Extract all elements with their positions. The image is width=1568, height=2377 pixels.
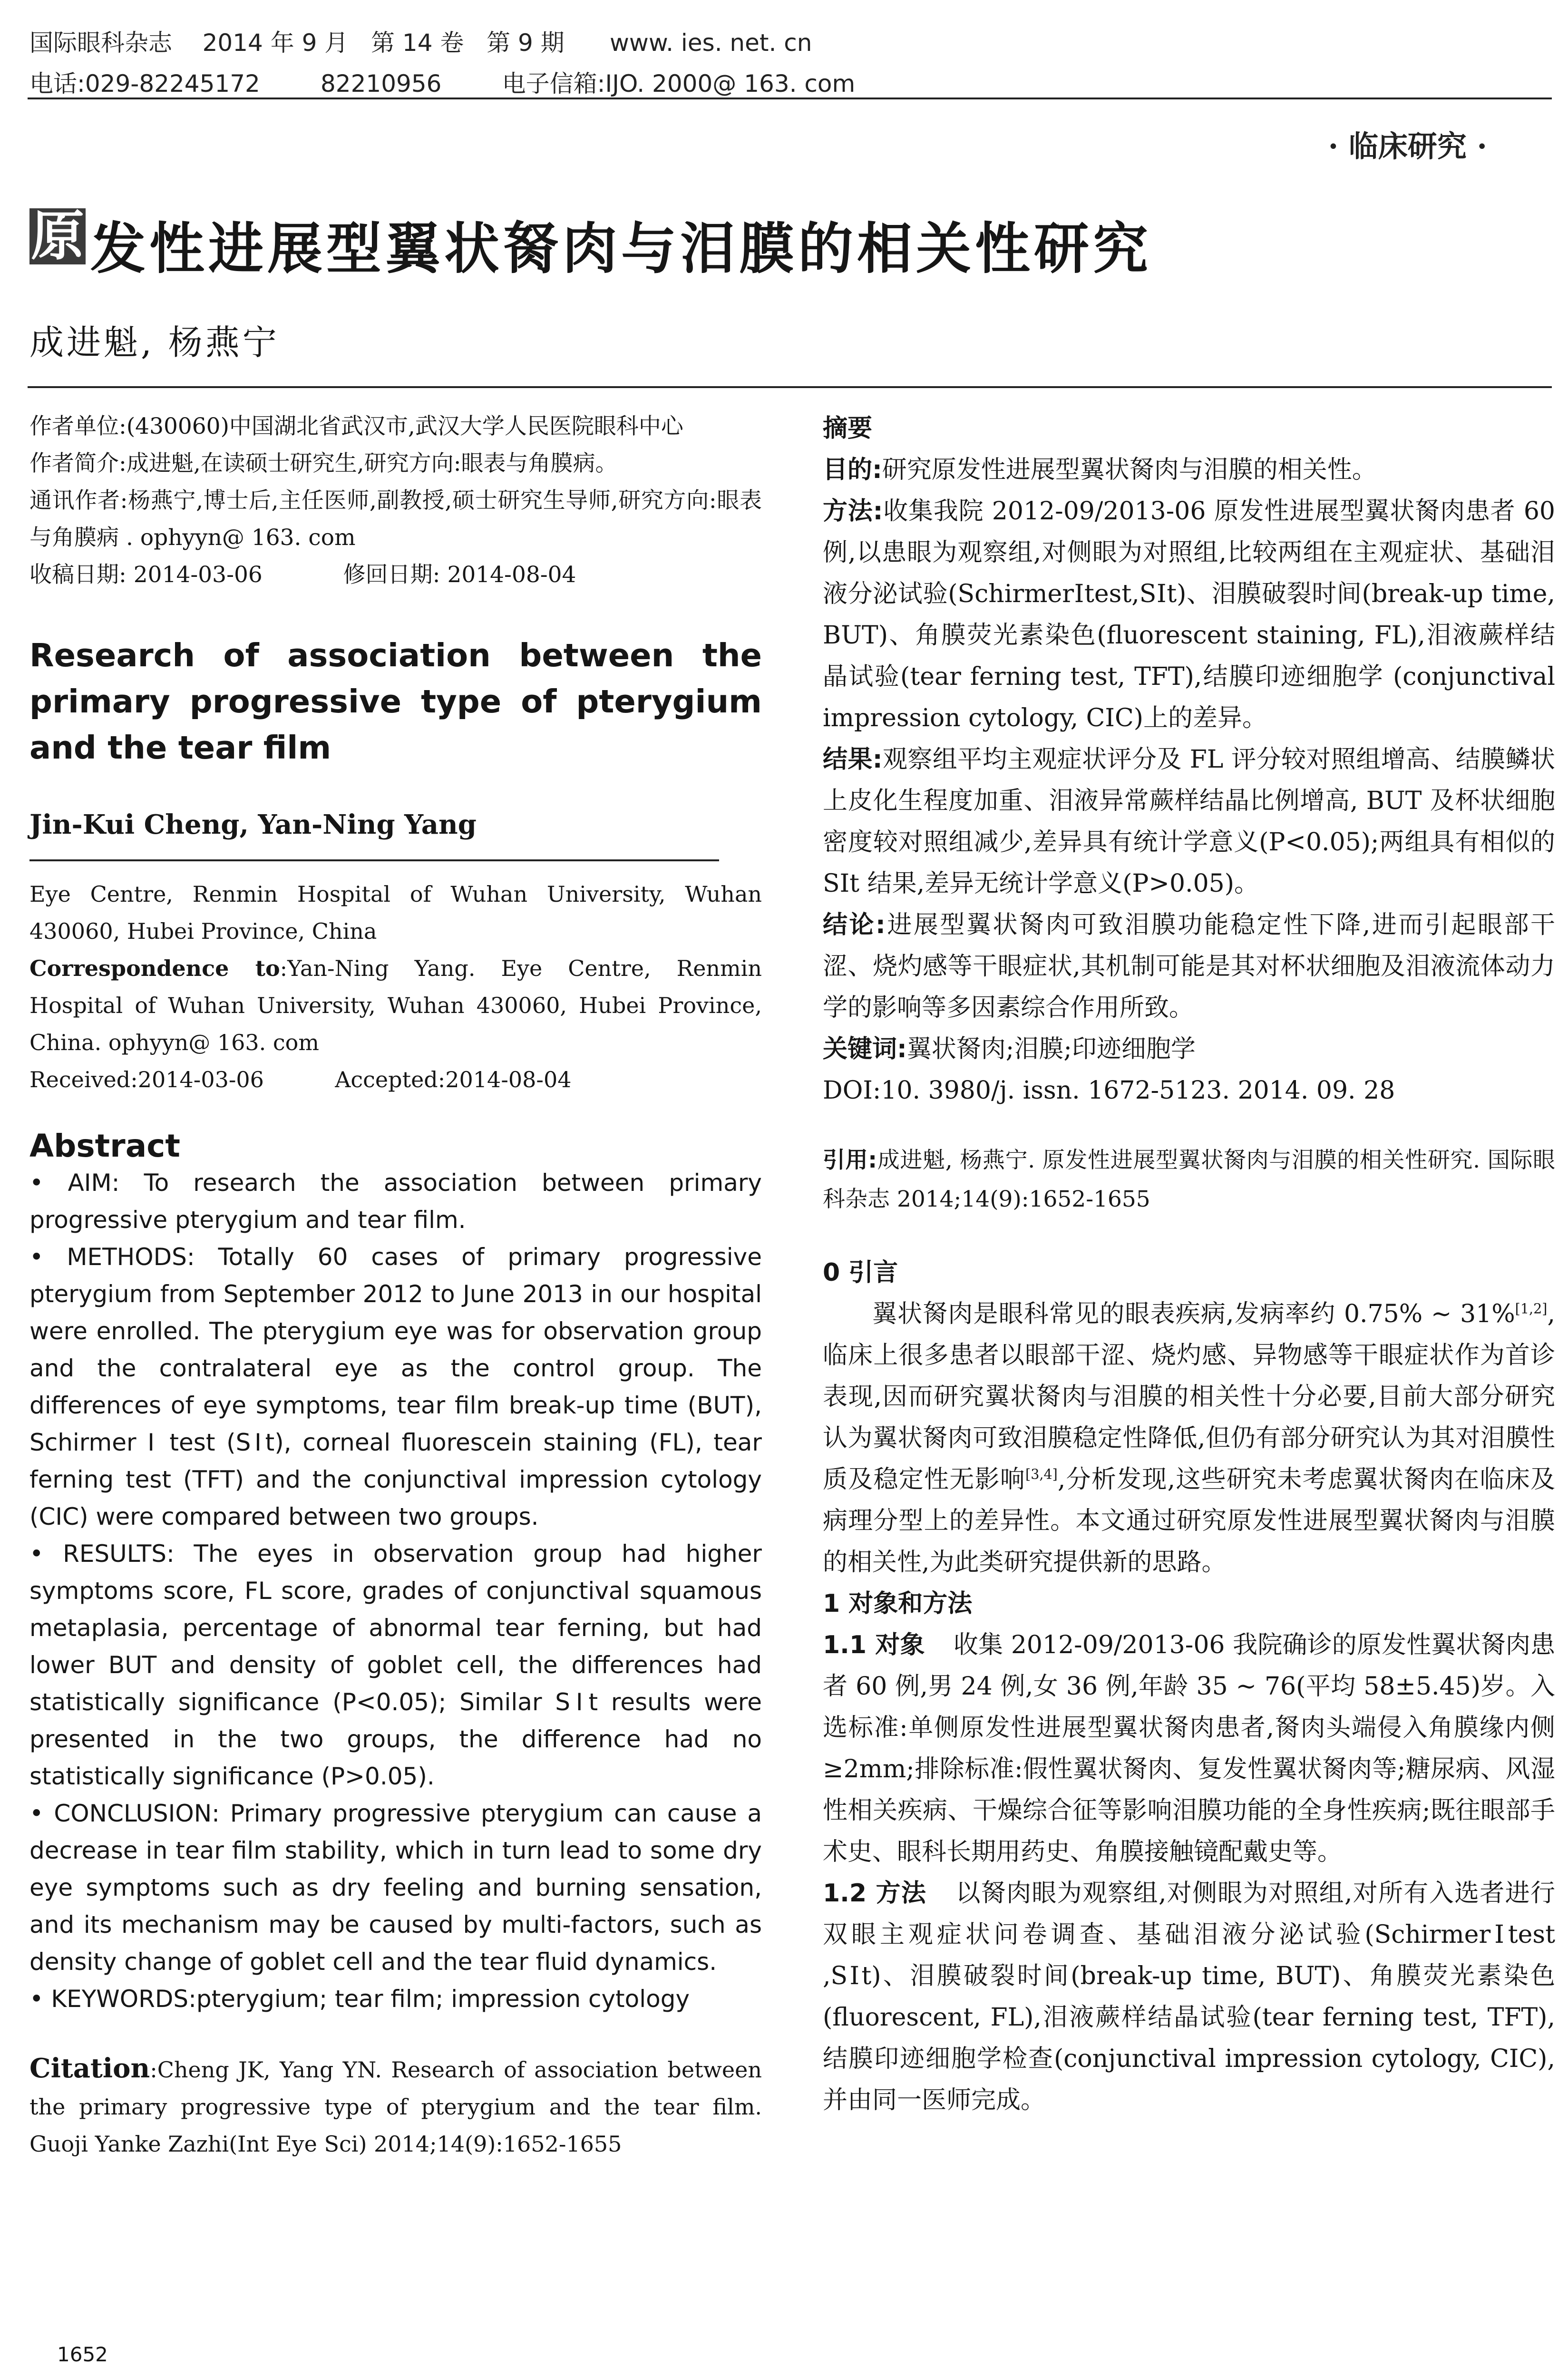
revised-date-cn: 修回日期: 2014-08-04 xyxy=(343,562,576,588)
abstract-cn-conclusion: 结论:进展型翼状胬肉可致泪膜功能稳定性下降,进而引起眼部干涩、烧灼感等干眼症状,其机制可能是其对杯状细胞及泪液流体动力学的影响等多因素综合作用所致。 xyxy=(823,911,1555,1022)
abstract-heading: Abstract xyxy=(29,1128,180,1164)
citation-ref-1[interactable]: [1,2] xyxy=(1515,1300,1548,1317)
doi: DOI:10. 3980/j. issn. 1672-5123. 2014. 09. 28 xyxy=(823,1076,1395,1105)
section-tag: · 临床研究 · xyxy=(1328,129,1487,164)
citation-text: :Cheng JK, Yang YN. Research of association between the primary progressive type of pterygium and the tear film. Guoji Yanke Zazhi(Int Eye Sci) 2014;14(9):1652-1655 xyxy=(29,2057,762,2157)
abstract-en xyxy=(29,1164,762,2017)
citation-cn xyxy=(823,1141,1555,1219)
section-1-2: 1.2 方法 以胬肉眼为观察组,对侧眼为对照组,对所有入选者进行双眼主观症状问卷调查、基础泪液分泌试验(SchirmerⅠtest ,SⅠt)、泪膜破裂时间(break-up time, BUT)、角膜荧光素染色(fluorescent, FL),泪液蕨样结晶试验(tear ferning test, TFT),结膜印迹细胞学检查(conjunctival impression cytology, CIC),并由同一医师完成。 xyxy=(823,1879,1555,2114)
abstract-cn xyxy=(823,408,1555,1111)
intro-heading: 0 引言 xyxy=(823,1258,898,1287)
author-meta xyxy=(29,408,762,594)
english-dates xyxy=(29,1061,762,1098)
title-first-char: 原 xyxy=(29,208,86,264)
english-authors: Jin-Kui Cheng, Yan-Ning Yang xyxy=(29,809,477,840)
abstract-keywords: • KEYWORDS:pterygium; tear film; impression cytology xyxy=(29,1985,690,2013)
corresponding-author: 通讯作者:杨燕宁,博士后,主任医师,副教授,硕士研究生导师,研究方向:眼表与角膜病 . ophyyn@ 163. com xyxy=(29,487,762,551)
dates-cn xyxy=(29,556,762,594)
correspondence-label: Correspondence to xyxy=(29,955,280,981)
introduction xyxy=(823,1252,1555,2121)
received-date-en: Received:2014-03-06 xyxy=(29,1067,264,1092)
section-1-1-label: 1.1 对象 xyxy=(823,1631,925,1659)
abstract-conclusion: • CONCLUSION: Primary progressive pterygium can cause a decrease in tear film stability, which in turn lead to some dry eye symptoms such as dry feeling and burning sensation, and its mechanism may be caused by multi-factors, such as density change of goblet cell and the tear fluid dynamics. xyxy=(29,1800,762,1976)
intro-paragraph: 翼状胬肉是眼科常见的眼表疾病,发病率约 0.75% ~ 31%[1,2],临床上很多患者以眼部干涩、烧灼感、异物感等干眼症状作为首诊表现,因而研究翼状胬肉与泪膜的相关性十分必要,目前大部分研究认为翼状胬肉可致泪膜稳定性降低,但仍有部分研究认为其对泪膜性质及稳定性无影响[3,4],分析发现,这些研究未考虑翼状胬肉在临床及病理分型上的差异性。本文通过研究原发性进展型翼状胬肉与泪膜的相关性,为此类研究提供新的思路。 xyxy=(823,1300,1555,1577)
abstract-cn-aim: 目的:研究原发性进展型翼状胬肉与泪膜的相关性。 xyxy=(823,456,1377,484)
left-column xyxy=(29,408,762,2163)
section-1-2-label: 1.2 方法 xyxy=(823,1879,927,1908)
methods-heading: 1 对象和方法 xyxy=(823,1589,973,1618)
journal-header-line2: 电话:029-82245172 82210956 电子信箱:IJO. 2000@ 163. com xyxy=(29,70,856,97)
abstract-cn-keywords: 关键词:翼状胬肉;泪膜;印迹细胞学 xyxy=(823,1035,1196,1063)
received-date-cn: 收稿日期: 2014-03-06 xyxy=(29,562,263,588)
author-intro: 作者简介:成进魁,在读硕士研究生,研究方向:眼表与角膜病。 xyxy=(29,450,618,477)
english-correspondence xyxy=(29,950,762,1061)
correspondence-text: :Yan-Ning Yang. Eye Centre, Renmin Hospital of Wuhan University, Wuhan 430060, Hubei Province, China. ophyyn@ 163. com xyxy=(29,955,762,1055)
page-number: 1652 xyxy=(57,2343,108,2366)
abstract-cn-heading: 摘要 xyxy=(823,414,873,443)
citation-cn-text: 成进魁, 杨燕宁. 原发性进展型翼状胬肉与泪膜的相关性研究. 国际眼科杂志 2014;14(9):1652-1655 xyxy=(823,1147,1556,1212)
english-affiliation-block xyxy=(29,876,762,1098)
citation-ref-2[interactable]: [3,4] xyxy=(1025,1466,1058,1482)
english-title: Research of association between the primary progressive type of pterygium and the tear film xyxy=(29,637,762,766)
right-column xyxy=(823,408,1555,2121)
citation-cn-label: 引用: xyxy=(823,1147,877,1173)
accepted-date-en: Accepted:2014-08-04 xyxy=(335,1067,572,1092)
citation-label: Citation xyxy=(29,2053,150,2084)
journal-header-line1: 国际眼科杂志 2014 年 9 月 第 14 卷 第 9 期 www. ies. net. cn xyxy=(29,29,812,57)
title-rule xyxy=(28,386,1552,388)
abstract-cn-methods: 方法:收集我院 2012-09/2013-06 原发性进展型翼状胬肉患者 60 例,以患眼为观察组,对侧眼为对照组,比较两组在主观症状、基础泪液分泌试验(SchirmerⅠtest,SⅠt)、泪膜破裂时间(break-up time, BUT)、角膜荧光素染色(fluorescent staining, FL),泪液蕨样结晶试验(tear ferning test, TFT),结膜印迹细胞学 (conjunctival impression cytology, CIC)上的差异。 xyxy=(823,497,1555,732)
header-rule xyxy=(28,97,1552,99)
citation-en xyxy=(29,2050,762,2163)
authors-cn: 成进魁, 杨燕宁 xyxy=(29,322,280,362)
english-affiliation: Eye Centre, Renmin Hospital of Wuhan University, Wuhan 430060, Hubei Province, China xyxy=(29,881,762,944)
abstract-cn-results: 结果:观察组平均主观症状评分及 FL 评分较对照组增高、结膜鳞状上皮化生程度加重、泪液异常蕨样结晶比例增高, BUT 及杯状细胞密度较对照组减少,差异具有统计学意义(P<0.05);两组具有相似的 SⅠt 结果,差异无统计学意义(P>0.05)。 xyxy=(823,745,1556,898)
abstract-aim: • AIM: To research the association between primary progressive pterygium and tear film. xyxy=(29,1169,762,1234)
section-1-1: 1.1 对象 收集 2012-09/2013-06 我院确诊的原发性翼状胬肉患者 60 例,男 24 例,女 36 例,年龄 35 ~ 76(平均 58±5.45)岁。入选标准:单侧原发性进展型翼状胬肉患者,胬肉头端侵入角膜缘内侧≥2mm;排除标准:假性翼状胬肉、复发性翼状胬肉等;糖尿病、风湿性相关疾病、干燥综合征等影响泪膜功能的全身性疾病;既往眼部手术史、眼科长期用药史、角膜接触镜配戴史等。 xyxy=(823,1631,1555,1866)
abstract-results: • RESULTS: The eyes in observation group had higher symptoms score, FL score, grades of conjunctival squamous metaplasia, percentage of abnormal tear ferning, but had lower BUT and density of goblet cell, the differences had statistically significance (P<0.05); Similar SⅠt results were presented in the two groups, the difference had no statistically significance (P>0.05). xyxy=(29,1540,762,1790)
abstract-methods: • METHODS: Totally 60 cases of primary progressive pterygium from September 2012 to June 2013 in our hospital were enrolled. The pterygium eye was for observation group and the contralateral eye as the control group. The differences of eye symptoms, tear film break-up time (BUT), Schirmer Ⅰ test (SⅠt), corneal fluorescein staining (FL), tear ferning test (TFT) and the conjunctival impression cytology (CIC) were compared between two groups. xyxy=(29,1243,762,1530)
author-unit: 作者单位:(430060)中国湖北省武汉市,武汉大学人民医院眼科中心 xyxy=(29,413,683,439)
page-title: 发性进展型翼状胬肉与泪膜的相关性研究 xyxy=(90,217,1152,281)
